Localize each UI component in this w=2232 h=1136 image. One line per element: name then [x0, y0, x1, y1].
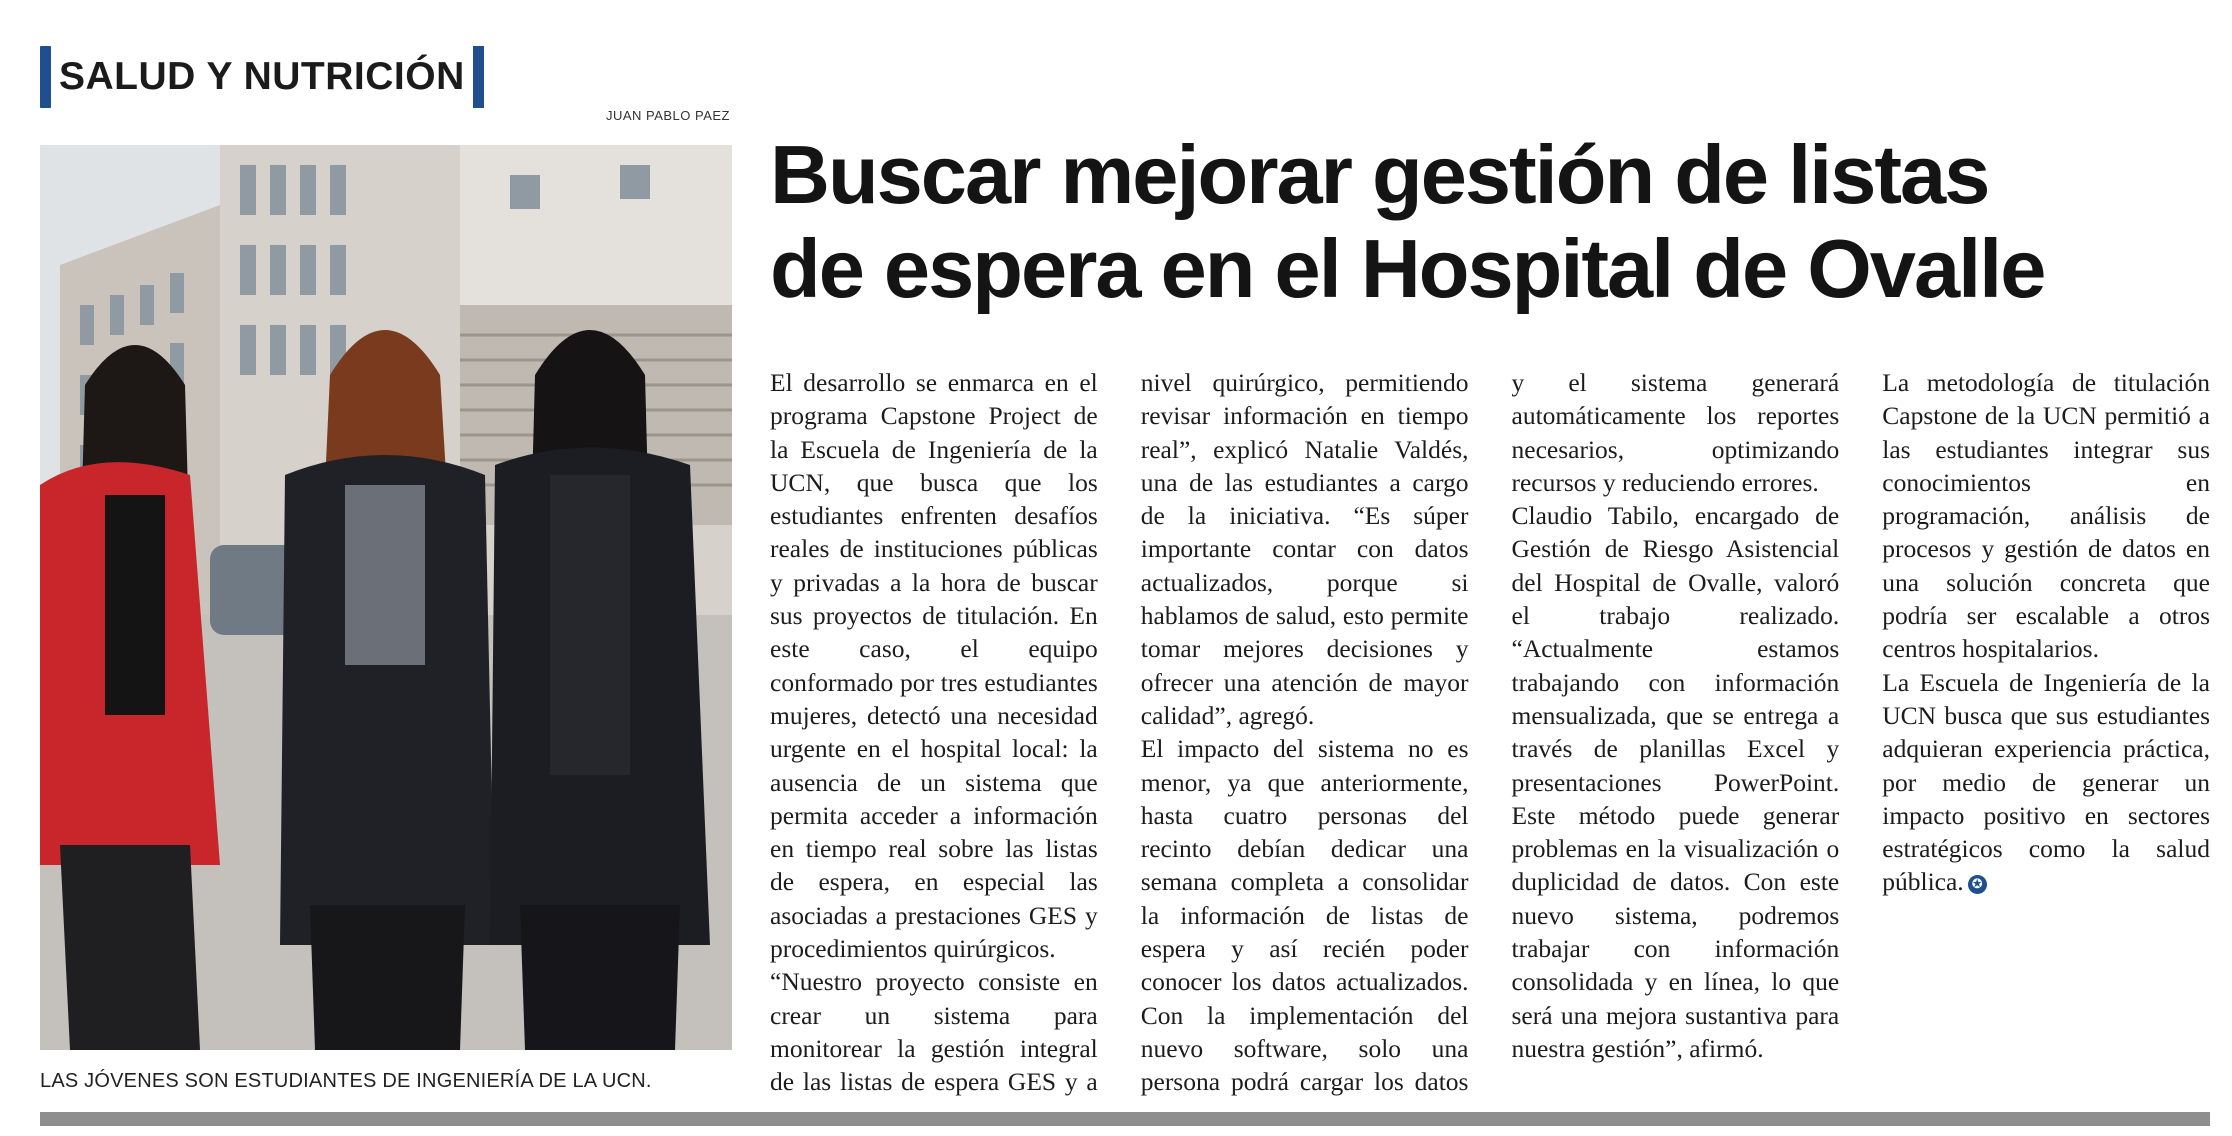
headline-line-2: de espera en el Hospital de Ovalle — [770, 222, 2045, 315]
bottom-rule — [40, 1112, 2210, 1126]
paragraph: La metodología de titulación Capstone de la UCN permitió a las estudiantes integrar sus conocimientos en programación, análisis de procesos y gestión de datos en una solución concreta que podría ser escalable a otros centros hospitalarios. — [1882, 368, 2210, 664]
headline — [770, 128, 2210, 316]
article-body — [770, 366, 2210, 1101]
end-of-article-icon: ✪ — [1968, 875, 1987, 894]
paragraph: Claudio Tabilo, encargado de Gestión de Riesgo Asistencial del Hospital de Ovalle, valoró el trabajo realizado. “Actualmente estamos trabajando con información mensualizada, que se entrega a través de planillas Excel y presentaciones PowerPoint. Este método puede generar problemas en la visualización o duplicidad de datos. Con este nuevo sistema, podremos trabajar con información consolidada y en línea, lo que será una mejora sustantiva para nuestra gestión”, afirmó. — [1511, 501, 1840, 1063]
headline-line-1: Buscar mejorar gestión de listas — [770, 128, 1989, 221]
article-photo — [40, 145, 732, 1050]
photo-caption: LAS JÓVENES SON ESTUDIANTES DE INGENIERÍA DE LA UCN. — [40, 1070, 652, 1092]
section-label: SALUD Y NUTRICIÓN — [59, 55, 465, 98]
paragraph: “Nuestro proyecto consiste en crear un sistema para monitorear la gestión integral de las listas de espera GES y a nivel quirúrgico, permitiendo revisar información en tiempo real”, explicó Natalie Valdés, una de las estudiantes a cargo de la iniciativa. “Es súper importante contar con datos actualizados, porque si hablamos de salud, esto permite tomar mejores decisiones y ofrecer una atención de mayor calidad”, agregó. — [770, 368, 1469, 1097]
section-header — [40, 46, 484, 108]
paragraph-text: La Escuela de Ingeniería de la UCN busca que sus estudiantes adquieran experiencia práctica, por medio de generar un impacto positivo en sectores estratégicos como la salud pública. — [1882, 667, 2210, 897]
last-paragraph — [1882, 666, 2210, 899]
section-bracket-right — [473, 46, 484, 108]
section-bracket-left — [40, 46, 51, 108]
photo-credit: JUAN PABLO PAEZ — [605, 108, 730, 123]
photo-illustration — [40, 145, 732, 1050]
paragraph: El desarrollo se enmarca en el programa Capstone Project de la Escuela de Ingeniería de la UCN, que busca que los estudiantes enfrenten desafíos reales de instituciones públicas y privadas a la hora de buscar sus proyectos de titulación. En este caso, el equipo conformado por tres estudiantes mujeres, detectó una necesidad urgente en el hospital local: la ausencia de un sistema que permita acceder a información en tiempo real sobre las listas de espera, en especial las asociadas a prestaciones GES y procedimientos quirúrgicos. — [770, 368, 1098, 964]
paragraph: El impacto del sistema no es menor, ya que anteriormente, hasta cuatro personas del recinto debían dedicar una semana completa a consolidar la información de listas de espera y así recién poder conocer los datos actualizados. Con la implementación del nuevo software, solo una persona podrá cargar los datos y el sistema generará automáticamente los reportes necesarios, optimizando recursos y reduciendo errores. — [1140, 368, 1840, 1097]
